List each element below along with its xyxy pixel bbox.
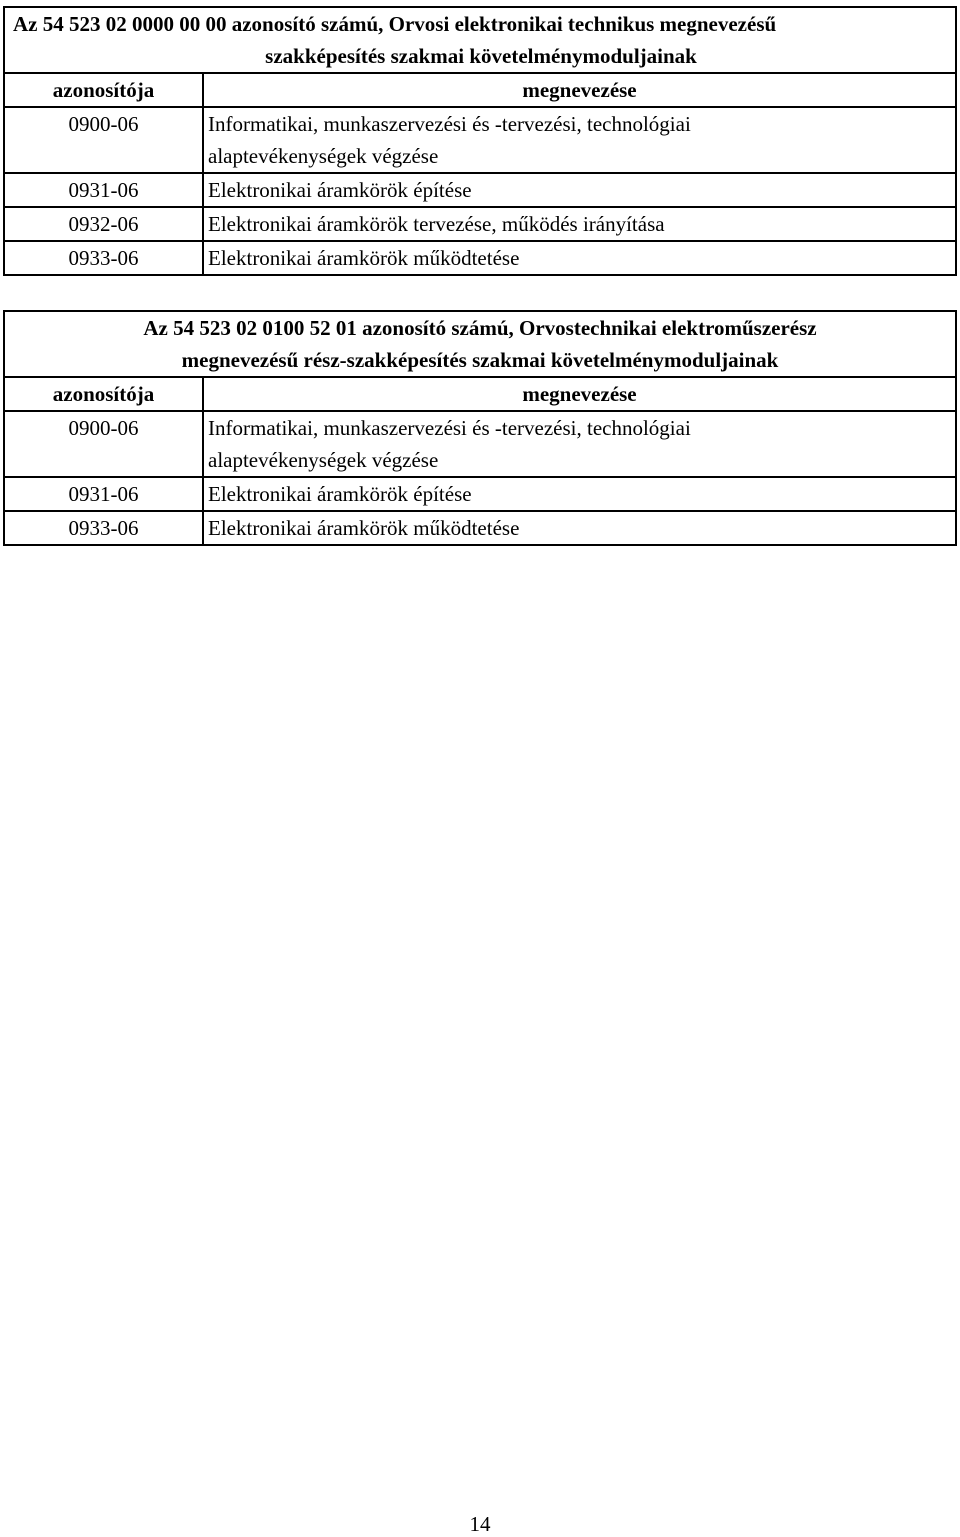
- module-code: 0933-06: [4, 241, 203, 275]
- table-title-line-2: szakképesítés szakmai követelménymoduljainak: [265, 44, 697, 68]
- module-code: 0900-06: [4, 411, 203, 477]
- module-name: Elektronikai áramkörök tervezése, működés irányítása: [203, 207, 956, 241]
- table-row: [4, 241, 956, 275]
- table-row: [4, 107, 956, 173]
- column-header-code: azonosítója: [4, 73, 203, 107]
- module-code: 0931-06: [4, 173, 203, 207]
- column-header-name: megnevezése: [203, 377, 956, 411]
- module-name: Elektronikai áramkörök építése: [203, 173, 956, 207]
- table-title-line-1: Az 54 523 02 0100 52 01 azonosító számú, Orvostechnikai elektroműszerész: [143, 316, 817, 340]
- table-row: [4, 477, 956, 511]
- module-table-elektromuszeresz: [3, 310, 957, 546]
- module-code: 0932-06: [4, 207, 203, 241]
- table-title-line-2: megnevezésű rész-szakképesítés szakmai követelménymoduljainak: [181, 348, 779, 372]
- module-code: 0931-06: [4, 477, 203, 511]
- table-row: [4, 511, 956, 545]
- module-name: Elektronikai áramkörök működtetése: [203, 511, 956, 545]
- module-name: Elektronikai áramkörök működtetése: [203, 241, 956, 275]
- table-row: [4, 411, 956, 477]
- table-title-line-1: Az 54 523 02 0000 00 00 azonosító számú, Orvosi elektronikai technikus megnevezésű: [13, 12, 777, 36]
- table-header-row: [4, 377, 956, 411]
- column-header-code: azonosítója: [4, 377, 203, 411]
- module-name: Informatikai, munkaszervezési és -tervezési, technológiai alaptevékenységek végzése: [203, 411, 956, 477]
- module-code: 0933-06: [4, 511, 203, 545]
- table-title-row: [4, 7, 956, 73]
- module-name: Elektronikai áramkörök építése: [203, 477, 956, 511]
- table-title: [4, 7, 956, 73]
- column-header-name: megnevezése: [203, 73, 956, 107]
- table-header-row: [4, 73, 956, 107]
- table-title: [4, 311, 956, 377]
- table-row: [4, 207, 956, 241]
- table-title-row: [4, 311, 956, 377]
- module-table-technikus: [3, 6, 957, 276]
- page-number: 14: [469, 1512, 491, 1536]
- module-code: 0900-06: [4, 107, 203, 173]
- table-row: [4, 173, 956, 207]
- module-name: Informatikai, munkaszervezési és -tervezési, technológiai alaptevékenységek végzése: [203, 107, 956, 173]
